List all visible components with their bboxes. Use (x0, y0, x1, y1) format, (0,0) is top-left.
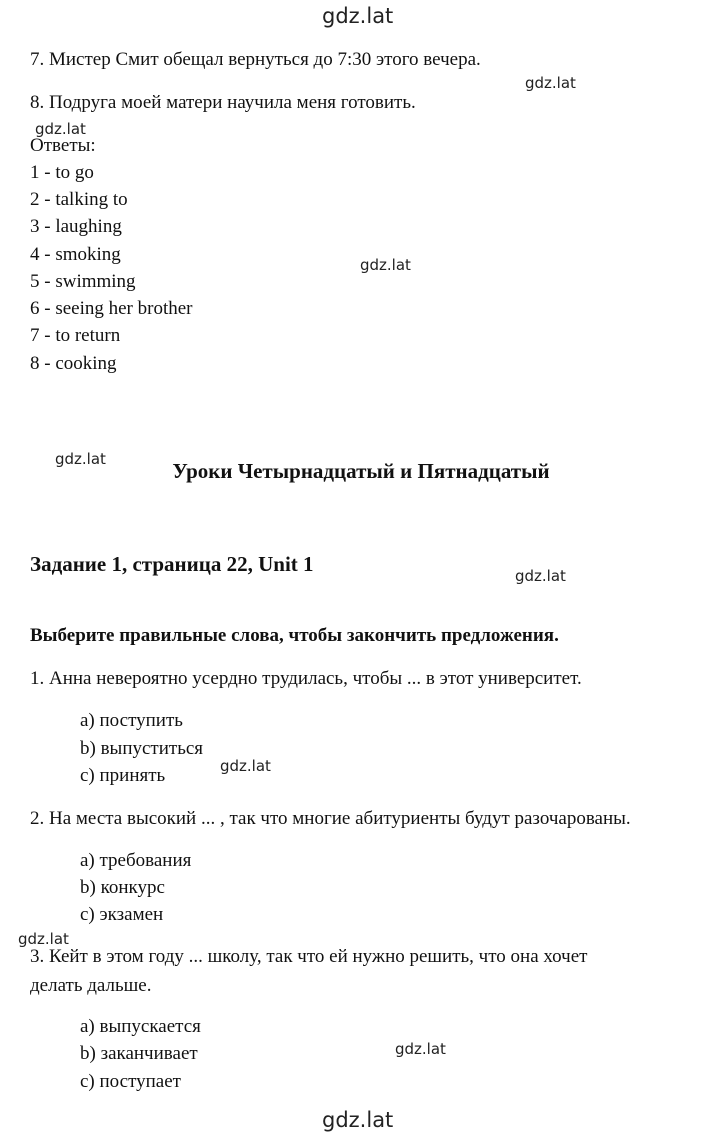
watermark: gdz.lat (220, 757, 271, 775)
option-a: a) поступить (80, 710, 183, 731)
question-3-line2: делать дальше. (30, 975, 152, 996)
answer-item: 1 - to go (30, 162, 94, 183)
option-c: c) принять (80, 765, 166, 786)
watermark-top: gdz.lat (322, 4, 394, 28)
sentence-7: 7. Мистер Смит обещал вернуться до 7:30 этого вечера. (30, 49, 481, 70)
question-1: 1. Анна невероятно усердно трудилась, чтобы ... в этот университет. (30, 668, 582, 689)
option-c: c) экзамен (80, 904, 164, 925)
option-a: a) требования (80, 850, 192, 871)
option-b: b) выпуститься (80, 738, 204, 759)
watermark: gdz.lat (35, 120, 86, 138)
answer-item: 8 - cooking (30, 353, 117, 374)
answers-label: Ответы: (30, 135, 96, 156)
task-title: Задание 1, страница 22, Unit 1 (30, 552, 314, 576)
watermark: gdz.lat (55, 450, 106, 468)
answer-item: 2 - talking to (30, 189, 128, 210)
option-b: b) конкурс (80, 877, 165, 898)
answer-item: 4 - smoking (30, 244, 121, 265)
option-a: a) выпускается (80, 1016, 201, 1037)
watermark: gdz.lat (515, 567, 566, 585)
lesson-title: Уроки Четырнадцатый и Пятнадцатый (172, 459, 550, 483)
watermark-bottom: gdz.lat (322, 1108, 394, 1132)
answer-item: 7 - to return (30, 325, 121, 346)
watermark: gdz.lat (525, 74, 576, 92)
question-2: 2. На места высокий ... , так что многие абитуриенты будут разочарованы. (30, 808, 631, 829)
watermark: gdz.lat (18, 930, 69, 948)
watermark: gdz.lat (395, 1040, 446, 1058)
option-b: b) заканчивает (80, 1043, 198, 1064)
watermark: gdz.lat (360, 256, 411, 274)
answer-item: 3 - laughing (30, 216, 122, 237)
instruction: Выберите правильные слова, чтобы закончить предложения. (30, 625, 559, 646)
answer-item: 5 - swimming (30, 271, 136, 292)
answer-item: 6 - seeing her brother (30, 298, 193, 319)
sentence-8: 8. Подруга моей матери научила меня готовить. (30, 92, 416, 113)
question-3-line1: 3. Кейт в этом году ... школу, так что ей нужно решить, что она хочет (30, 946, 588, 967)
option-c: c) поступает (80, 1071, 181, 1092)
